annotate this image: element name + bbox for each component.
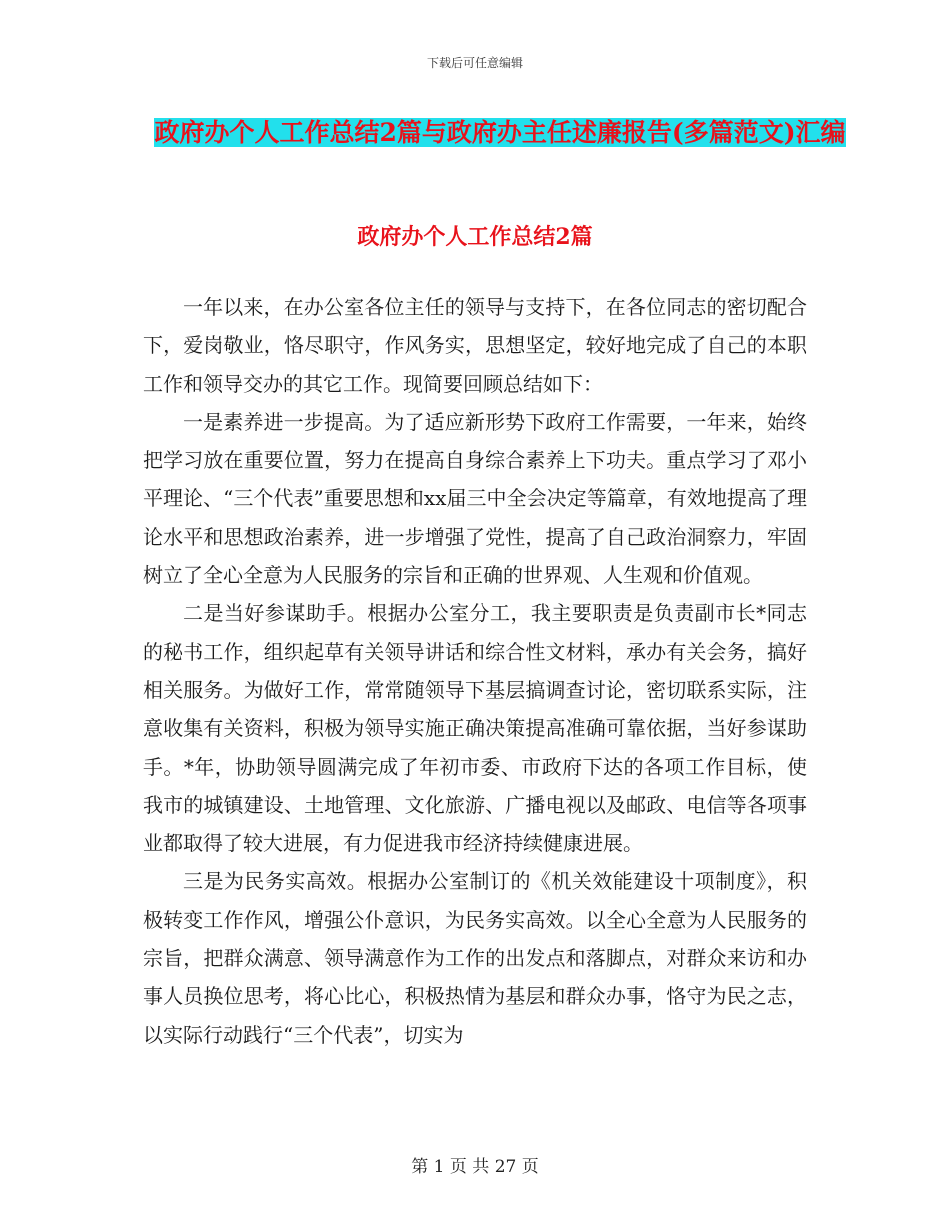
document-body [143,288,807,1054]
paragraph: 二是当好参谋助手。根据办公室分工，我主要职责是负责副市长*同志的秘书工作，组织起草有关领导讲话和综合性文材料，承办有关会务，搞好相关服务。为做好工作，常常随领导下基层搞调查讨论，密切联系实际，注意收集有关资料，积极为领导实施正确决策提高准确可靠依据，当好参谋助手。*年，协助领导圆满完成了年初市委、市政府下达的各项工作目标，使我市的城镇建设、土地管理、文化旅游、广播电视以及邮政、电信等各项事业都取得了较大进展，有力促进我市经济持续健康进展。 [143,601,807,856]
page-header-note: 下载后可任意编辑 [426,56,523,70]
document-title-text: 政府办个人工作总结2篇与政府办主任述廉报告(多篇范文)汇编 [154,118,846,147]
section-title: 政府办个人工作总结2篇 [357,224,593,250]
paragraph: 一是素养进一步提高。为了适应新形势下政府工作需要，一年来，始终把学习放在重要位置，努力在提高自身综合素养上下功夫。重点学习了邓小平理论、“三个代表”重要思想和xx届三中全会决定等篇章，有效地提高了理论水平和思想政治素养，进一步增强了党性，提高了自己政治洞察力，牢固树立了全心全意为人民服务的宗旨和正确的世界观、人生观和价值观。 [143,409,807,588]
page-number: 第 1 页 共 27 页 [411,1157,539,1177]
paragraph: 三是为民务实高效。根据办公室制订的《机关效能建设十项制度》，积极转变工作作风，增强公仆意识，为民务实高效。以全心全意为人民服务的宗旨，把群众满意、领导满意作为工作的出发点和落脚点，对群众来访和办事人员换位思考，将心比心，积极热情为基层和群众办事，恪守为民之志，以实际行动践行“三个代表”，切实为 [143,869,807,1047]
document-title [140,108,860,158]
paragraph: 一年以来，在办公室各位主任的领导与支持下，在各位同志的密切配合下，爱岗敬业，恪尽职守，作风务实，思想坚定，较好地完成了自己的本职工作和领导交办的其它工作。现简要回顾总结如下： [143,295,807,396]
